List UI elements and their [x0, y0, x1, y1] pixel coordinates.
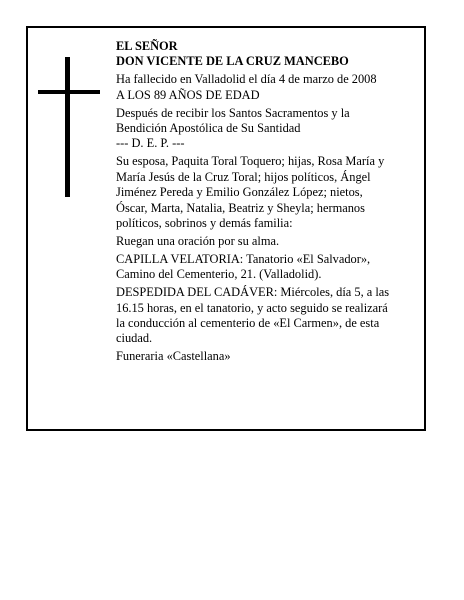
chapel-line-2: Camino del Cementerio, 21. (Valladolid).: [116, 267, 322, 282]
obituary-notice: [26, 26, 426, 431]
death-line: Ha fallecido en Valladolid el día 4 de marzo de 2008: [116, 72, 377, 87]
family-line-5: políticos, sobrinos y demás familia:: [116, 215, 293, 230]
cross-vertical-bar: [65, 57, 70, 197]
family-line-4: Óscar, Marta, Natalia, Beatriz y Sheyla; hermanos: [116, 200, 365, 215]
prayer-line: Ruegan una oración por su alma.: [116, 233, 280, 248]
obituary-text: [116, 39, 422, 367]
dep-line: --- D. E. P. ---: [116, 136, 185, 151]
header-title: EL SEÑOR: [116, 39, 178, 53]
cross-icon: [38, 57, 100, 197]
chapel-line-1: CAPILLA VELATORIA: Tanatorio «El Salvador»,: [116, 251, 371, 266]
farewell-line-3: la conducción al cementerio de «El Carmen», de esta: [116, 315, 380, 330]
funeral-home: Funeraria «Castellana»: [116, 349, 231, 364]
family-line-3: Jiménez Pereda y Emilio González López; nietos,: [116, 185, 363, 200]
deceased-name: DON VICENTE DE LA CRUZ MANCEBO: [116, 54, 349, 69]
cross-horizontal-bar: [38, 90, 100, 94]
family-line-1: Su esposa, Paquita Toral Toquero; hijas, Rosa María y: [116, 154, 385, 169]
family-line-2: María Jesús de la Cruz Toral; hijos políticos, Ángel: [116, 169, 371, 184]
age-line: A LOS 89 AÑOS DE EDAD: [116, 87, 260, 102]
farewell-line-1: DESPEDIDA DEL CADÁVER: Miércoles, día 5, a las: [116, 285, 390, 300]
sacraments-line-1: Después de recibir los Santos Sacramentos y la: [116, 105, 350, 120]
farewell-line-4: ciudad.: [116, 331, 153, 346]
sacraments-line-2: Bendición Apostólica de Su Santidad: [116, 121, 301, 136]
farewell-line-2: 16.15 horas, en el tanatorio, y acto seguido se realizará: [116, 300, 388, 315]
